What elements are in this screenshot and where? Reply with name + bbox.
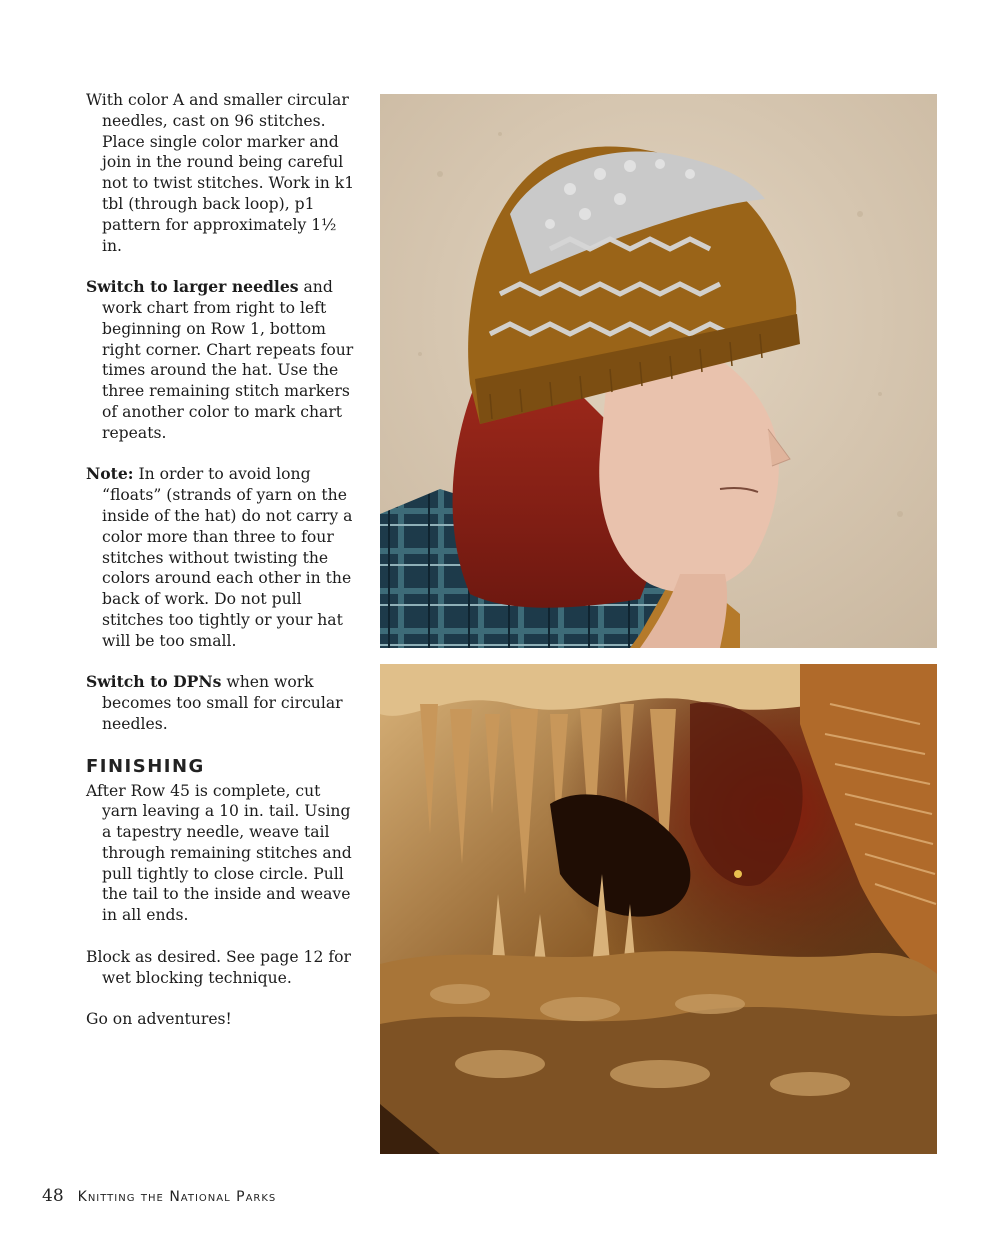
dpns-text: when work becomes too small for circular needles.	[102, 673, 343, 733]
cast-on-paragraph: With color A and smaller circular needles, cast on 96 stitches. Place single color marker and join in the round being careful not to twist stitches. Work in k1 tbl (through back loop), p1 pattern for approximately 1½ in.	[86, 91, 355, 255]
instructions-column	[86, 90, 356, 1051]
finishing-paragraph: After Row 45 is complete, cut yarn leaving a 10 in. tail. Using a tapestry needle, weave tail through remaining stitches and pull tightly to close circle. Pull the tail to the inside and weave in all ends.	[86, 781, 352, 925]
note-paragraph	[86, 464, 356, 651]
running-title: Knitting the National Parks	[77, 1189, 277, 1205]
page-footer	[42, 1186, 276, 1206]
larger-needles-paragraph	[86, 277, 356, 443]
closing-paragraph: Go on adventures!	[86, 1010, 232, 1029]
blocking-paragraph: Block as desired. See page 12 for wet blocking technique.	[86, 947, 351, 987]
larger-needles-lead: Switch to larger needles	[86, 277, 299, 297]
dpns-paragraph	[86, 672, 356, 734]
note-text: In order to avoid long “floats” (strands of yarn on the inside of the hat) do not carry a color more than three to four stitches without twisting the colors around each other in the back of work. Do not pull stitches too tightly or your hat will be too small.	[102, 465, 353, 650]
dpns-lead: Switch to DPNs	[86, 672, 222, 692]
cave-photo	[380, 664, 937, 1154]
hat-photo-illustration	[380, 94, 937, 648]
note-lead: Note:	[86, 464, 134, 484]
larger-needles-text: and work chart from right to left beginning on Row 1, bottom right corner. Chart repeats four times around the hat. Use the three remaining stitch markers of another color to mark chart repeats.	[102, 278, 354, 442]
finishing-heading: FINISHING	[86, 755, 205, 777]
page-number: 48	[42, 1186, 64, 1206]
cave-photo-illustration	[380, 664, 937, 1154]
hat-photo	[380, 94, 937, 648]
